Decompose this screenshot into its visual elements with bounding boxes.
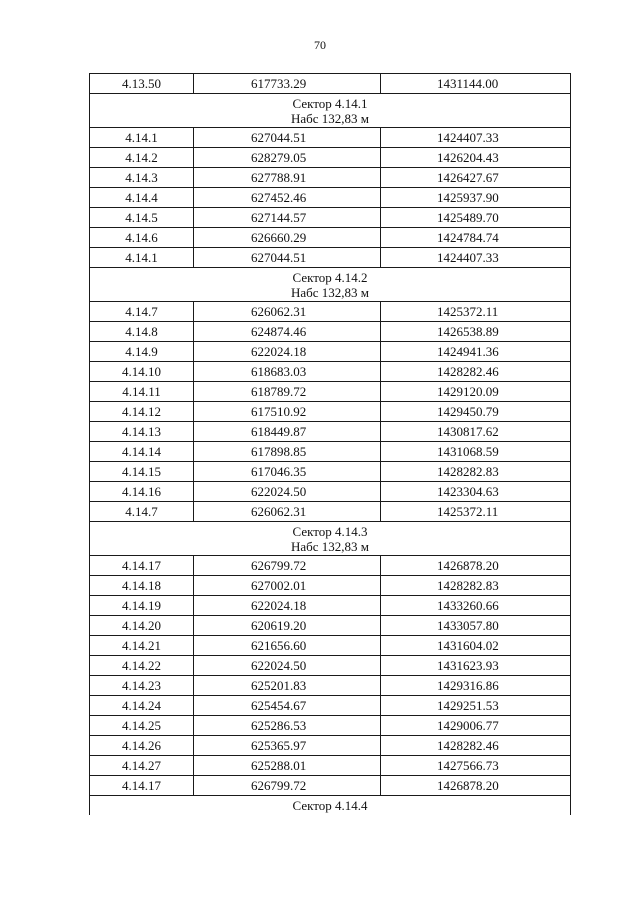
table-row bbox=[90, 168, 571, 188]
coordinate-y-cell: 617510.92 bbox=[194, 402, 381, 422]
coordinate-x-cell: 1424407.33 bbox=[381, 248, 571, 268]
coordinate-x-cell: 1427566.73 bbox=[381, 756, 571, 776]
table-row bbox=[90, 676, 571, 696]
coordinate-y-cell: 626062.31 bbox=[194, 502, 381, 522]
point-id-cell: 4.14.5 bbox=[90, 208, 194, 228]
sector-title: Сектор 4.14.1 bbox=[292, 95, 368, 111]
table-row bbox=[90, 342, 571, 362]
coordinate-y-cell: 628279.05 bbox=[194, 148, 381, 168]
coordinate-x-cell: 1425372.11 bbox=[381, 302, 571, 322]
table-row bbox=[90, 128, 571, 148]
point-id-cell: 4.14.18 bbox=[90, 576, 194, 596]
coordinate-y-cell: 624874.46 bbox=[194, 322, 381, 342]
sector-absolute-height: Набс 132,83 м bbox=[290, 110, 370, 126]
point-id-cell: 4.14.17 bbox=[90, 776, 194, 796]
coordinate-x-cell: 1429316.86 bbox=[381, 676, 571, 696]
coordinates-table-body bbox=[90, 74, 571, 816]
coordinate-y-cell: 617046.35 bbox=[194, 462, 381, 482]
table-row bbox=[90, 228, 571, 248]
coordinate-y-cell: 625365.97 bbox=[194, 736, 381, 756]
point-id-cell: 4.14.12 bbox=[90, 402, 194, 422]
table-row bbox=[90, 736, 571, 756]
coordinate-y-cell: 622024.50 bbox=[194, 482, 381, 502]
coordinate-y-cell: 626799.72 bbox=[194, 776, 381, 796]
coordinates-table bbox=[89, 73, 571, 815]
table-row bbox=[90, 382, 571, 402]
point-id-cell: 4.14.26 bbox=[90, 736, 194, 756]
table-row bbox=[90, 442, 571, 462]
coordinate-y-cell: 626062.31 bbox=[194, 302, 381, 322]
sector-title: Сектор 4.14.3 bbox=[292, 523, 368, 539]
table-row bbox=[90, 482, 571, 502]
coordinate-x-cell: 1431604.02 bbox=[381, 636, 571, 656]
coordinate-y-cell: 627044.51 bbox=[194, 248, 381, 268]
point-id-cell: 4.14.3 bbox=[90, 168, 194, 188]
point-id-cell: 4.14.21 bbox=[90, 636, 194, 656]
coordinate-x-cell: 1429120.09 bbox=[381, 382, 571, 402]
sector-header-cell bbox=[90, 796, 571, 816]
sector-title: Сектор 4.14.4 bbox=[292, 798, 368, 813]
table-row bbox=[90, 776, 571, 796]
table-row bbox=[90, 402, 571, 422]
table-row bbox=[90, 208, 571, 228]
sector-absolute-height: Набс 132,83 м bbox=[290, 284, 370, 300]
table-row bbox=[90, 756, 571, 776]
point-id-cell: 4.14.25 bbox=[90, 716, 194, 736]
coordinate-y-cell: 627452.46 bbox=[194, 188, 381, 208]
coordinate-y-cell: 626799.72 bbox=[194, 556, 381, 576]
coordinate-y-cell: 617733.29 bbox=[194, 74, 381, 94]
coordinate-x-cell: 1425372.11 bbox=[381, 502, 571, 522]
coordinate-x-cell: 1426538.89 bbox=[381, 322, 571, 342]
point-id-cell: 4.14.7 bbox=[90, 502, 194, 522]
sector-header-cell bbox=[90, 522, 571, 556]
sector-header-row bbox=[90, 796, 571, 816]
coordinate-x-cell: 1424784.74 bbox=[381, 228, 571, 248]
coordinate-x-cell: 1426427.67 bbox=[381, 168, 571, 188]
table-row bbox=[90, 616, 571, 636]
coordinate-x-cell: 1431623.93 bbox=[381, 656, 571, 676]
coordinate-x-cell: 1425489.70 bbox=[381, 208, 571, 228]
table-row bbox=[90, 596, 571, 616]
table-row bbox=[90, 302, 571, 322]
coordinate-y-cell: 626660.29 bbox=[194, 228, 381, 248]
coordinate-y-cell: 620619.20 bbox=[194, 616, 381, 636]
point-id-cell: 4.14.9 bbox=[90, 342, 194, 362]
coordinate-x-cell: 1428282.83 bbox=[381, 462, 571, 482]
coordinate-x-cell: 1431144.00 bbox=[381, 74, 571, 94]
coordinate-y-cell: 622024.50 bbox=[194, 656, 381, 676]
point-id-cell: 4.14.22 bbox=[90, 656, 194, 676]
coordinate-x-cell: 1429006.77 bbox=[381, 716, 571, 736]
point-id-cell: 4.14.24 bbox=[90, 696, 194, 716]
coordinate-x-cell: 1424407.33 bbox=[381, 128, 571, 148]
table-row bbox=[90, 188, 571, 208]
coordinate-y-cell: 627788.91 bbox=[194, 168, 381, 188]
coordinate-x-cell: 1433057.80 bbox=[381, 616, 571, 636]
page-number: 70 bbox=[314, 38, 326, 52]
coordinate-x-cell: 1433260.66 bbox=[381, 596, 571, 616]
point-id-cell: 4.14.7 bbox=[90, 302, 194, 322]
table-row bbox=[90, 502, 571, 522]
coordinate-y-cell: 625288.01 bbox=[194, 756, 381, 776]
table-row bbox=[90, 362, 571, 382]
coordinate-y-cell: 627002.01 bbox=[194, 576, 381, 596]
coordinate-x-cell: 1426878.20 bbox=[381, 776, 571, 796]
table-row bbox=[90, 716, 571, 736]
table-row bbox=[90, 148, 571, 168]
table-row bbox=[90, 322, 571, 342]
point-id-cell: 4.14.20 bbox=[90, 616, 194, 636]
point-id-cell: 4.14.19 bbox=[90, 596, 194, 616]
point-id-cell: 4.14.4 bbox=[90, 188, 194, 208]
coordinate-y-cell: 622024.18 bbox=[194, 596, 381, 616]
coordinate-x-cell: 1424941.36 bbox=[381, 342, 571, 362]
coordinate-x-cell: 1429450.79 bbox=[381, 402, 571, 422]
point-id-cell: 4.14.8 bbox=[90, 322, 194, 342]
coordinate-x-cell: 1429251.53 bbox=[381, 696, 571, 716]
point-id-cell: 4.14.27 bbox=[90, 756, 194, 776]
coordinate-y-cell: 618683.03 bbox=[194, 362, 381, 382]
table-row bbox=[90, 556, 571, 576]
coordinate-x-cell: 1428282.46 bbox=[381, 362, 571, 382]
table-row bbox=[90, 462, 571, 482]
table-row bbox=[90, 248, 571, 268]
coordinate-x-cell: 1426878.20 bbox=[381, 556, 571, 576]
table-row bbox=[90, 422, 571, 442]
point-id-cell: 4.14.13 bbox=[90, 422, 194, 442]
point-id-cell: 4.14.6 bbox=[90, 228, 194, 248]
point-id-cell: 4.14.11 bbox=[90, 382, 194, 402]
table-row bbox=[90, 74, 571, 94]
sector-header-row bbox=[90, 94, 571, 128]
coordinate-y-cell: 625201.83 bbox=[194, 676, 381, 696]
sector-absolute-height: Набс 132,83 м bbox=[290, 538, 370, 554]
sector-header-row bbox=[90, 268, 571, 302]
coordinate-x-cell: 1425937.90 bbox=[381, 188, 571, 208]
coordinate-y-cell: 625454.67 bbox=[194, 696, 381, 716]
coordinate-y-cell: 618449.87 bbox=[194, 422, 381, 442]
coordinate-y-cell: 627044.51 bbox=[194, 128, 381, 148]
point-id-cell: 4.14.1 bbox=[90, 248, 194, 268]
coordinate-x-cell: 1431068.59 bbox=[381, 442, 571, 462]
table-row bbox=[90, 636, 571, 656]
point-id-cell: 4.14.1 bbox=[90, 128, 194, 148]
point-id-cell: 4.14.23 bbox=[90, 676, 194, 696]
coordinate-x-cell: 1423304.63 bbox=[381, 482, 571, 502]
point-id-cell: 4.14.17 bbox=[90, 556, 194, 576]
coordinate-y-cell: 618789.72 bbox=[194, 382, 381, 402]
point-id-cell: 4.14.16 bbox=[90, 482, 194, 502]
point-id-cell: 4.14.2 bbox=[90, 148, 194, 168]
coordinate-x-cell: 1428282.46 bbox=[381, 736, 571, 756]
point-id-cell: 4.14.14 bbox=[90, 442, 194, 462]
table-row bbox=[90, 696, 571, 716]
coordinate-y-cell: 627144.57 bbox=[194, 208, 381, 228]
sector-header-cell bbox=[90, 268, 571, 302]
coordinate-x-cell: 1430817.62 bbox=[381, 422, 571, 442]
sector-header-cell bbox=[90, 94, 571, 128]
coordinate-y-cell: 625286.53 bbox=[194, 716, 381, 736]
coordinate-x-cell: 1428282.83 bbox=[381, 576, 571, 596]
coordinate-y-cell: 621656.60 bbox=[194, 636, 381, 656]
table-row bbox=[90, 656, 571, 676]
table-row bbox=[90, 576, 571, 596]
sector-header-row bbox=[90, 522, 571, 556]
point-id-cell: 4.14.10 bbox=[90, 362, 194, 382]
coordinate-y-cell: 622024.18 bbox=[194, 342, 381, 362]
point-id-cell: 4.13.50 bbox=[90, 74, 194, 94]
coordinate-x-cell: 1426204.43 bbox=[381, 148, 571, 168]
point-id-cell: 4.14.15 bbox=[90, 462, 194, 482]
coordinate-y-cell: 617898.85 bbox=[194, 442, 381, 462]
sector-title: Сектор 4.14.2 bbox=[292, 269, 368, 285]
